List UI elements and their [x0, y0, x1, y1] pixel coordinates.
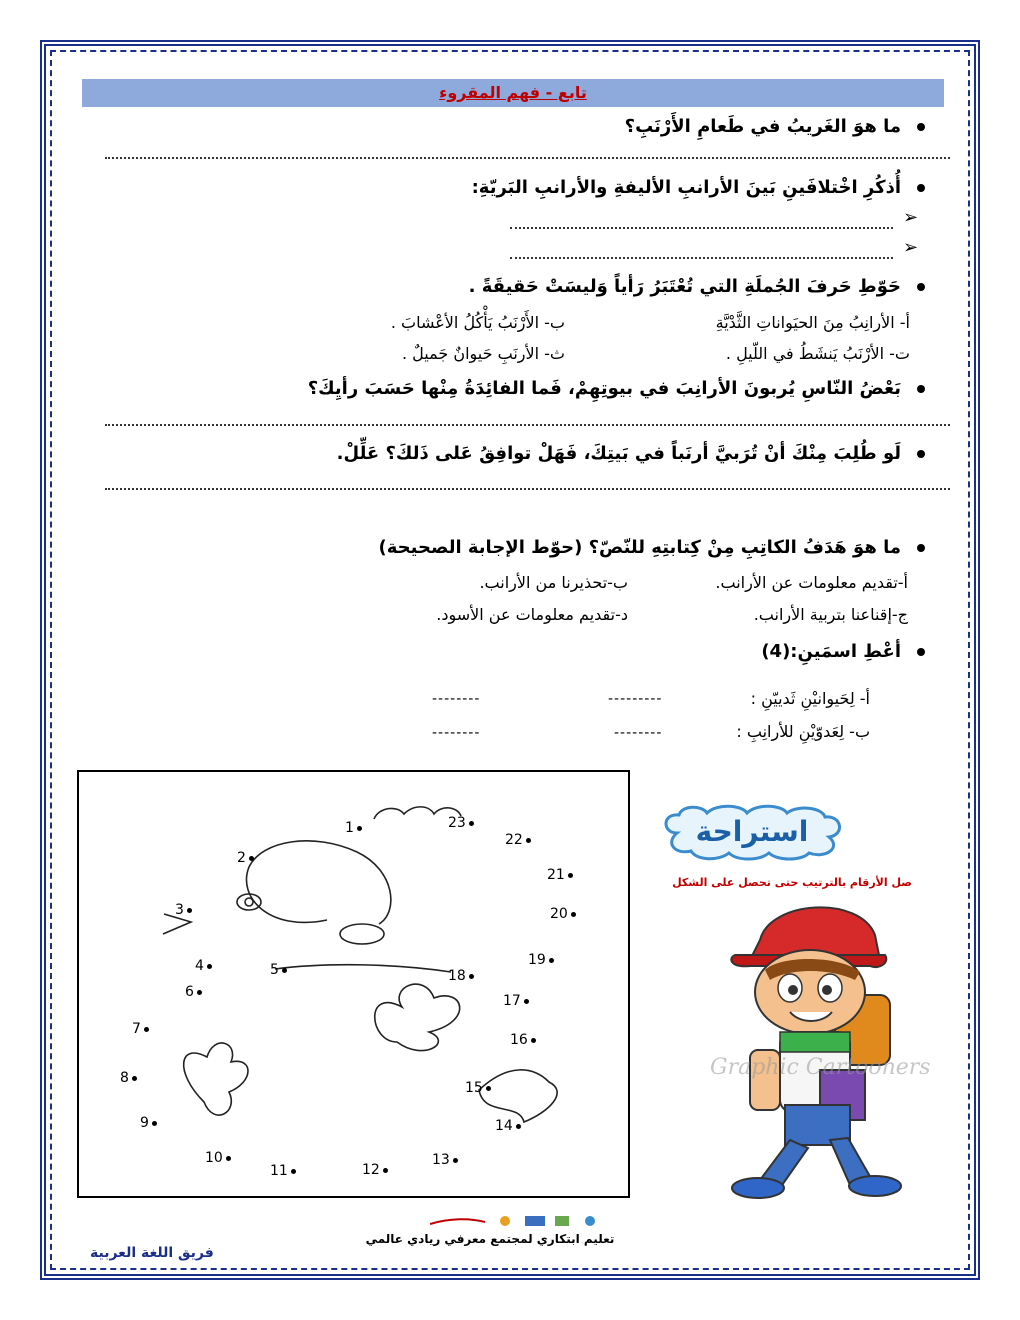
eye-shape: [237, 894, 261, 910]
option-a[interactable]: أ- الأرانِبُ مِنَ الحيَواناتِ الثَّدْيَّةِ: [715, 313, 910, 332]
dot-label: 18: [448, 968, 466, 984]
bullet-icon: [917, 123, 925, 131]
dot-number-6[interactable]: [185, 984, 205, 1000]
break-title: استراحة: [695, 815, 809, 848]
wing-shape: [375, 984, 460, 1050]
dot-number-8[interactable]: [120, 1070, 140, 1086]
option-c[interactable]: ت- الأرْنَبُ يَنشَطُ في اللّيلِ .: [725, 344, 910, 363]
question-5: لَو طُلِبَ مِنْكَ أنْ تُرَبيَّ أرنَباً في بَيتِكَ، فَهَلْ توافِقُ عَلى ذَلكَ؟ عَلِّلْ.: [337, 443, 925, 464]
leaf-shape: [184, 1043, 248, 1115]
dot-number-3[interactable]: [175, 902, 195, 918]
dot-label: 22: [505, 832, 523, 848]
blank-a1[interactable]: ---------: [608, 691, 663, 707]
team-signature: فريق اللغة العربية: [90, 1245, 214, 1261]
dot-label: 4: [195, 958, 204, 974]
goal-option-b[interactable]: ب-تحذيرنا من الأرانب.: [479, 573, 628, 592]
arrow-bullet-icon: ➢: [903, 207, 919, 228]
dot-icon: [469, 974, 474, 979]
goal-option-a[interactable]: أ-تقديم معلومات عن الأرانب.: [715, 573, 908, 592]
question-7: أعْطِ اسمَينِ:(4): [761, 641, 925, 662]
dot-number-14[interactable]: [495, 1118, 524, 1134]
dot-label: 17: [503, 993, 521, 1009]
dot-icon: [453, 1158, 458, 1163]
dot-label: 7: [132, 1021, 141, 1037]
answer-line[interactable]: [510, 257, 893, 259]
bullet-icon: [917, 283, 925, 291]
dot-label: 15: [465, 1080, 483, 1096]
blank-b2[interactable]: --------: [432, 725, 481, 741]
dot-icon: [144, 1027, 149, 1032]
ministry-logos-icon: [430, 1214, 620, 1228]
footer-slogan: تعليم ابتكاري لمجتمع معرفي ريادي عالمي: [365, 1232, 615, 1246]
cheek-shape: [340, 924, 384, 944]
dot-icon: [469, 821, 474, 826]
answer-line[interactable]: [105, 488, 950, 490]
dot-number-5[interactable]: [270, 962, 290, 978]
dot-number-19[interactable]: [528, 952, 557, 968]
dot-label: 20: [550, 906, 568, 922]
question-3: حَوّطِ حَرفَ الجُملَةِ التي تُعْتَبَرُ رَأياً وَليسَتْ حَقيقَةً .: [469, 276, 925, 297]
dot-label: 5: [270, 962, 279, 978]
dot-label: 8: [120, 1070, 129, 1086]
blank-a2[interactable]: --------: [432, 691, 481, 707]
break-instruction: صل الأرقام بالترتيب حتى تحصل على الشكل: [672, 876, 912, 889]
dot-icon: [549, 958, 554, 963]
question-1: ما هوَ الغَريبُ في طَعامِ الأَرْنَبِ؟: [625, 116, 925, 137]
schoolboy-illustration: [690, 900, 930, 1200]
bullet-icon: [917, 648, 925, 656]
head-shape: [246, 841, 390, 924]
dot-number-18[interactable]: [448, 968, 477, 984]
dot-number-4[interactable]: [195, 958, 215, 974]
dot-icon: [383, 1168, 388, 1173]
dot-icon: [516, 1124, 521, 1129]
goal-option-c[interactable]: ج-إقناعنا بتربية الأرانب.: [753, 605, 908, 624]
dot-number-20[interactable]: [550, 906, 579, 922]
answer-line[interactable]: [105, 157, 950, 159]
dot-label: 11: [270, 1163, 288, 1179]
dot-icon: [207, 964, 212, 969]
dot-icon: [249, 856, 254, 861]
question-6: ما هوَ هَدَفُ الكاتِبِ مِنْ كِتابتِهِ للنّصّ؟ (حوّط الإجابة الصحيحة): [379, 537, 925, 558]
dot-icon: [187, 908, 192, 913]
dot-number-16[interactable]: [510, 1032, 539, 1048]
dot-number-12[interactable]: [362, 1162, 391, 1178]
row-b-label: ب- لِعَدوّيْنِ للأرانِبِ :: [736, 722, 870, 741]
dot-icon: [152, 1121, 157, 1126]
dot-label: 14: [495, 1118, 513, 1134]
dot-icon: [282, 968, 287, 973]
dot-label: 21: [547, 867, 565, 883]
dot-label: 19: [528, 952, 546, 968]
dot-number-11[interactable]: [270, 1163, 299, 1179]
answer-line[interactable]: [510, 227, 893, 229]
section-title: تابع - فهم المقروء: [439, 83, 587, 102]
bullet-icon: [917, 385, 925, 393]
bullet-icon: [917, 544, 925, 552]
dot-number-21[interactable]: [547, 867, 576, 883]
dot-number-17[interactable]: [503, 993, 532, 1009]
dot-icon: [197, 990, 202, 995]
dot-icon: [132, 1076, 137, 1081]
option-d[interactable]: ث- الأرنَبِ حَيوانٌ جَميلٌ .: [402, 344, 565, 363]
dot-label: 10: [205, 1150, 223, 1166]
dot-number-7[interactable]: [132, 1021, 152, 1037]
dot-icon: [571, 912, 576, 917]
bullet-icon: [917, 184, 925, 192]
dot-icon: [291, 1169, 296, 1174]
dot-number-10[interactable]: [205, 1150, 234, 1166]
dot-number-23[interactable]: [448, 815, 477, 831]
question-4: بَعْضُ النّاسِ يُربونَ الأرانِبَ في بيوتِهِمْ، فَما الفائِدَةُ مِنْها حَسَبَ رأيِكَ؟: [308, 378, 925, 399]
dot-label: 9: [140, 1115, 149, 1131]
arrow-bullet-icon: ➢: [903, 237, 919, 258]
dot-label: 16: [510, 1032, 528, 1048]
goal-option-d[interactable]: د-تقديم معلومات عن الأسود.: [436, 605, 628, 624]
illustration-watermark: Graphic Cartooners: [710, 1055, 931, 1080]
row-a-label: أ- لِحَيوانيْنِ ثَدييّنِ :: [750, 689, 870, 708]
dot-icon: [568, 873, 573, 878]
dot-number-2[interactable]: [237, 850, 257, 866]
dot-number-13[interactable]: [432, 1152, 461, 1168]
dot-number-22[interactable]: [505, 832, 534, 848]
dot-label: 23: [448, 815, 466, 831]
option-b[interactable]: ب- الأَرْنَبُ يَأْكُلُ الأعْشابَ .: [390, 313, 565, 332]
eye-pupil-shape: [245, 898, 253, 906]
dot-label: 13: [432, 1152, 450, 1168]
dot-label: 2: [237, 850, 246, 866]
dot-number-9[interactable]: [140, 1115, 160, 1131]
body-line-shape: [275, 965, 451, 972]
dot-number-15[interactable]: [465, 1080, 494, 1096]
blank-b1[interactable]: --------: [614, 725, 663, 741]
dot-label: 12: [362, 1162, 380, 1178]
dot-icon: [524, 999, 529, 1004]
dot-icon: [226, 1156, 231, 1161]
answer-line[interactable]: [105, 424, 950, 426]
dot-number-1[interactable]: [345, 820, 365, 836]
dot-label: 1: [345, 820, 354, 836]
dot-label: 3: [175, 902, 184, 918]
dot-label: 6: [185, 984, 194, 1000]
dot-icon: [486, 1086, 491, 1091]
section-header: [82, 79, 944, 107]
bullet-icon: [917, 450, 925, 458]
question-2: أُذكُرِ اخْتلافَينِ بَينَ الأرانبِ الأليفةِ والأرانبِ البَريّةِ:: [472, 177, 925, 198]
dot-icon: [531, 1038, 536, 1043]
dot-icon: [357, 826, 362, 831]
dot-icon: [526, 838, 531, 843]
